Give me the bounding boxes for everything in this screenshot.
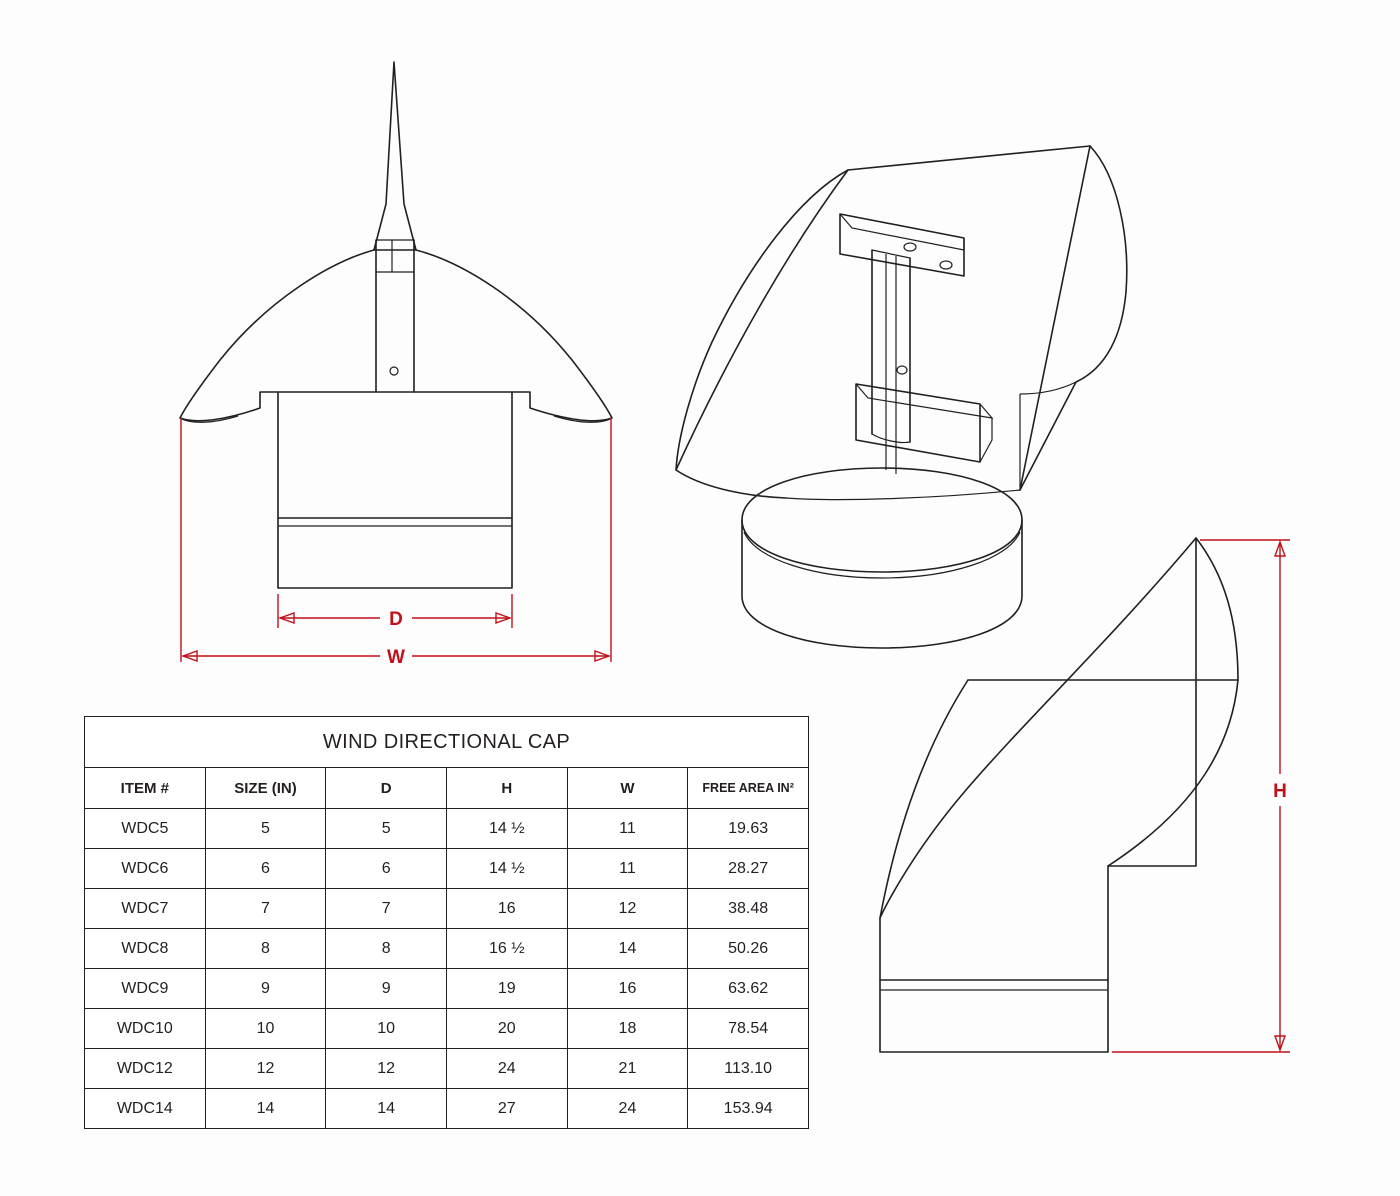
table-row (85, 1089, 809, 1129)
dimension-h (1112, 540, 1290, 1052)
iso-hood-right-curve (1020, 146, 1127, 490)
iso-hood-inner-lip (1020, 382, 1076, 394)
side-hood-curve-top (1196, 538, 1238, 680)
cell-item: WDC6 (85, 849, 206, 889)
cell-h: 14 ½ (446, 849, 567, 889)
table-row (85, 969, 809, 1009)
cell-free-area: 50.26 (688, 929, 809, 969)
dimension-label-w: W (387, 647, 405, 668)
column-header-h: H (446, 768, 567, 809)
hood-canopy (180, 250, 612, 421)
cell-d: 9 (326, 969, 447, 1009)
spec-table-wrapper (84, 716, 809, 1129)
cell-item: WDC8 (85, 929, 206, 969)
cell-d: 10 (326, 1009, 447, 1049)
cell-w: 12 (567, 889, 688, 929)
iso-cylinder-top (742, 468, 1022, 572)
cell-d: 6 (326, 849, 447, 889)
cell-d: 8 (326, 929, 447, 969)
dimension-label-h: H (1273, 781, 1287, 802)
cell-item: WDC7 (85, 889, 206, 929)
cell-h: 20 (446, 1009, 567, 1049)
isometric-view (676, 146, 1127, 648)
cell-size: 14 (205, 1089, 326, 1129)
iso-plate-hole-2 (940, 261, 952, 269)
front-elevation-view (180, 62, 612, 662)
cell-h: 16 (446, 889, 567, 929)
cell-free-area: 28.27 (688, 849, 809, 889)
iso-hood-bottom-edge (786, 490, 1020, 500)
cell-w: 14 (567, 929, 688, 969)
spec-table (84, 716, 809, 1129)
cell-size: 5 (205, 809, 326, 849)
table-title-row (85, 717, 809, 768)
table-row (85, 889, 809, 929)
cell-h: 27 (446, 1089, 567, 1129)
cell-item: WDC5 (85, 809, 206, 849)
cell-item: WDC9 (85, 969, 206, 1009)
cell-item: WDC14 (85, 1089, 206, 1129)
table-body (85, 809, 809, 1129)
side-hood-outline (880, 538, 1196, 1052)
cell-free-area: 19.63 (688, 809, 809, 849)
iso-baffle-side (980, 418, 992, 462)
cell-w: 11 (567, 809, 688, 849)
iso-post-outer (872, 250, 910, 442)
cell-size: 8 (205, 929, 326, 969)
cell-d: 14 (326, 1089, 447, 1129)
cell-w: 21 (567, 1049, 688, 1089)
side-elevation-view (880, 538, 1290, 1052)
iso-post-inner (886, 254, 896, 440)
cell-size: 12 (205, 1049, 326, 1089)
cell-free-area: 63.62 (688, 969, 809, 1009)
cell-size: 10 (205, 1009, 326, 1049)
iso-baffle-top (856, 384, 992, 418)
cell-free-area: 78.54 (688, 1009, 809, 1049)
column-header-item: ITEM # (85, 768, 206, 809)
column-header-d: D (326, 768, 447, 809)
table-row (85, 929, 809, 969)
side-hood-left-curve (880, 680, 968, 918)
iso-plate-hole-1 (904, 243, 916, 251)
body-collar (278, 392, 512, 588)
cell-item: WDC12 (85, 1049, 206, 1089)
cell-w: 11 (567, 849, 688, 889)
iso-hood-left-curve (676, 170, 848, 470)
column-header-w: W (567, 768, 688, 809)
side-hood-curve-bottom (1108, 680, 1238, 866)
table-row (85, 1009, 809, 1049)
table-row (85, 849, 809, 889)
table-row (85, 1049, 809, 1089)
iso-cylinder-body (742, 520, 1022, 648)
iso-cylinder-seam (744, 532, 1020, 578)
cell-size: 6 (205, 849, 326, 889)
cell-item: WDC10 (85, 1009, 206, 1049)
column-header-size: SIZE (IN) (205, 768, 326, 809)
cell-free-area: 153.94 (688, 1089, 809, 1129)
cell-w: 24 (567, 1089, 688, 1129)
cell-h: 24 (446, 1049, 567, 1089)
iso-post-bottom (872, 434, 910, 443)
cell-w: 16 (567, 969, 688, 1009)
iso-post-hole (897, 366, 907, 374)
cell-h: 14 ½ (446, 809, 567, 849)
cell-d: 7 (326, 889, 447, 929)
cell-h: 19 (446, 969, 567, 1009)
cell-h: 16 ½ (446, 929, 567, 969)
cell-size: 9 (205, 969, 326, 1009)
vane-spike (374, 62, 416, 250)
cell-d: 5 (326, 809, 447, 849)
table-row (85, 809, 809, 849)
cell-free-area: 113.10 (688, 1049, 809, 1089)
table-header-row (85, 768, 809, 809)
column-header-free-area: FREE AREA IN² (688, 768, 809, 809)
dimension-label-d: D (389, 609, 403, 630)
cell-d: 12 (326, 1049, 447, 1089)
cell-w: 18 (567, 1009, 688, 1049)
post-hole (390, 367, 398, 375)
iso-post-top (872, 250, 910, 258)
iso-mount-plate-edge (840, 214, 964, 250)
cell-free-area: 38.48 (688, 889, 809, 929)
table-title: WIND DIRECTIONAL CAP (85, 717, 809, 768)
iso-mount-plate (840, 214, 964, 276)
cell-size: 7 (205, 889, 326, 929)
iso-inner-baffle (856, 384, 980, 462)
